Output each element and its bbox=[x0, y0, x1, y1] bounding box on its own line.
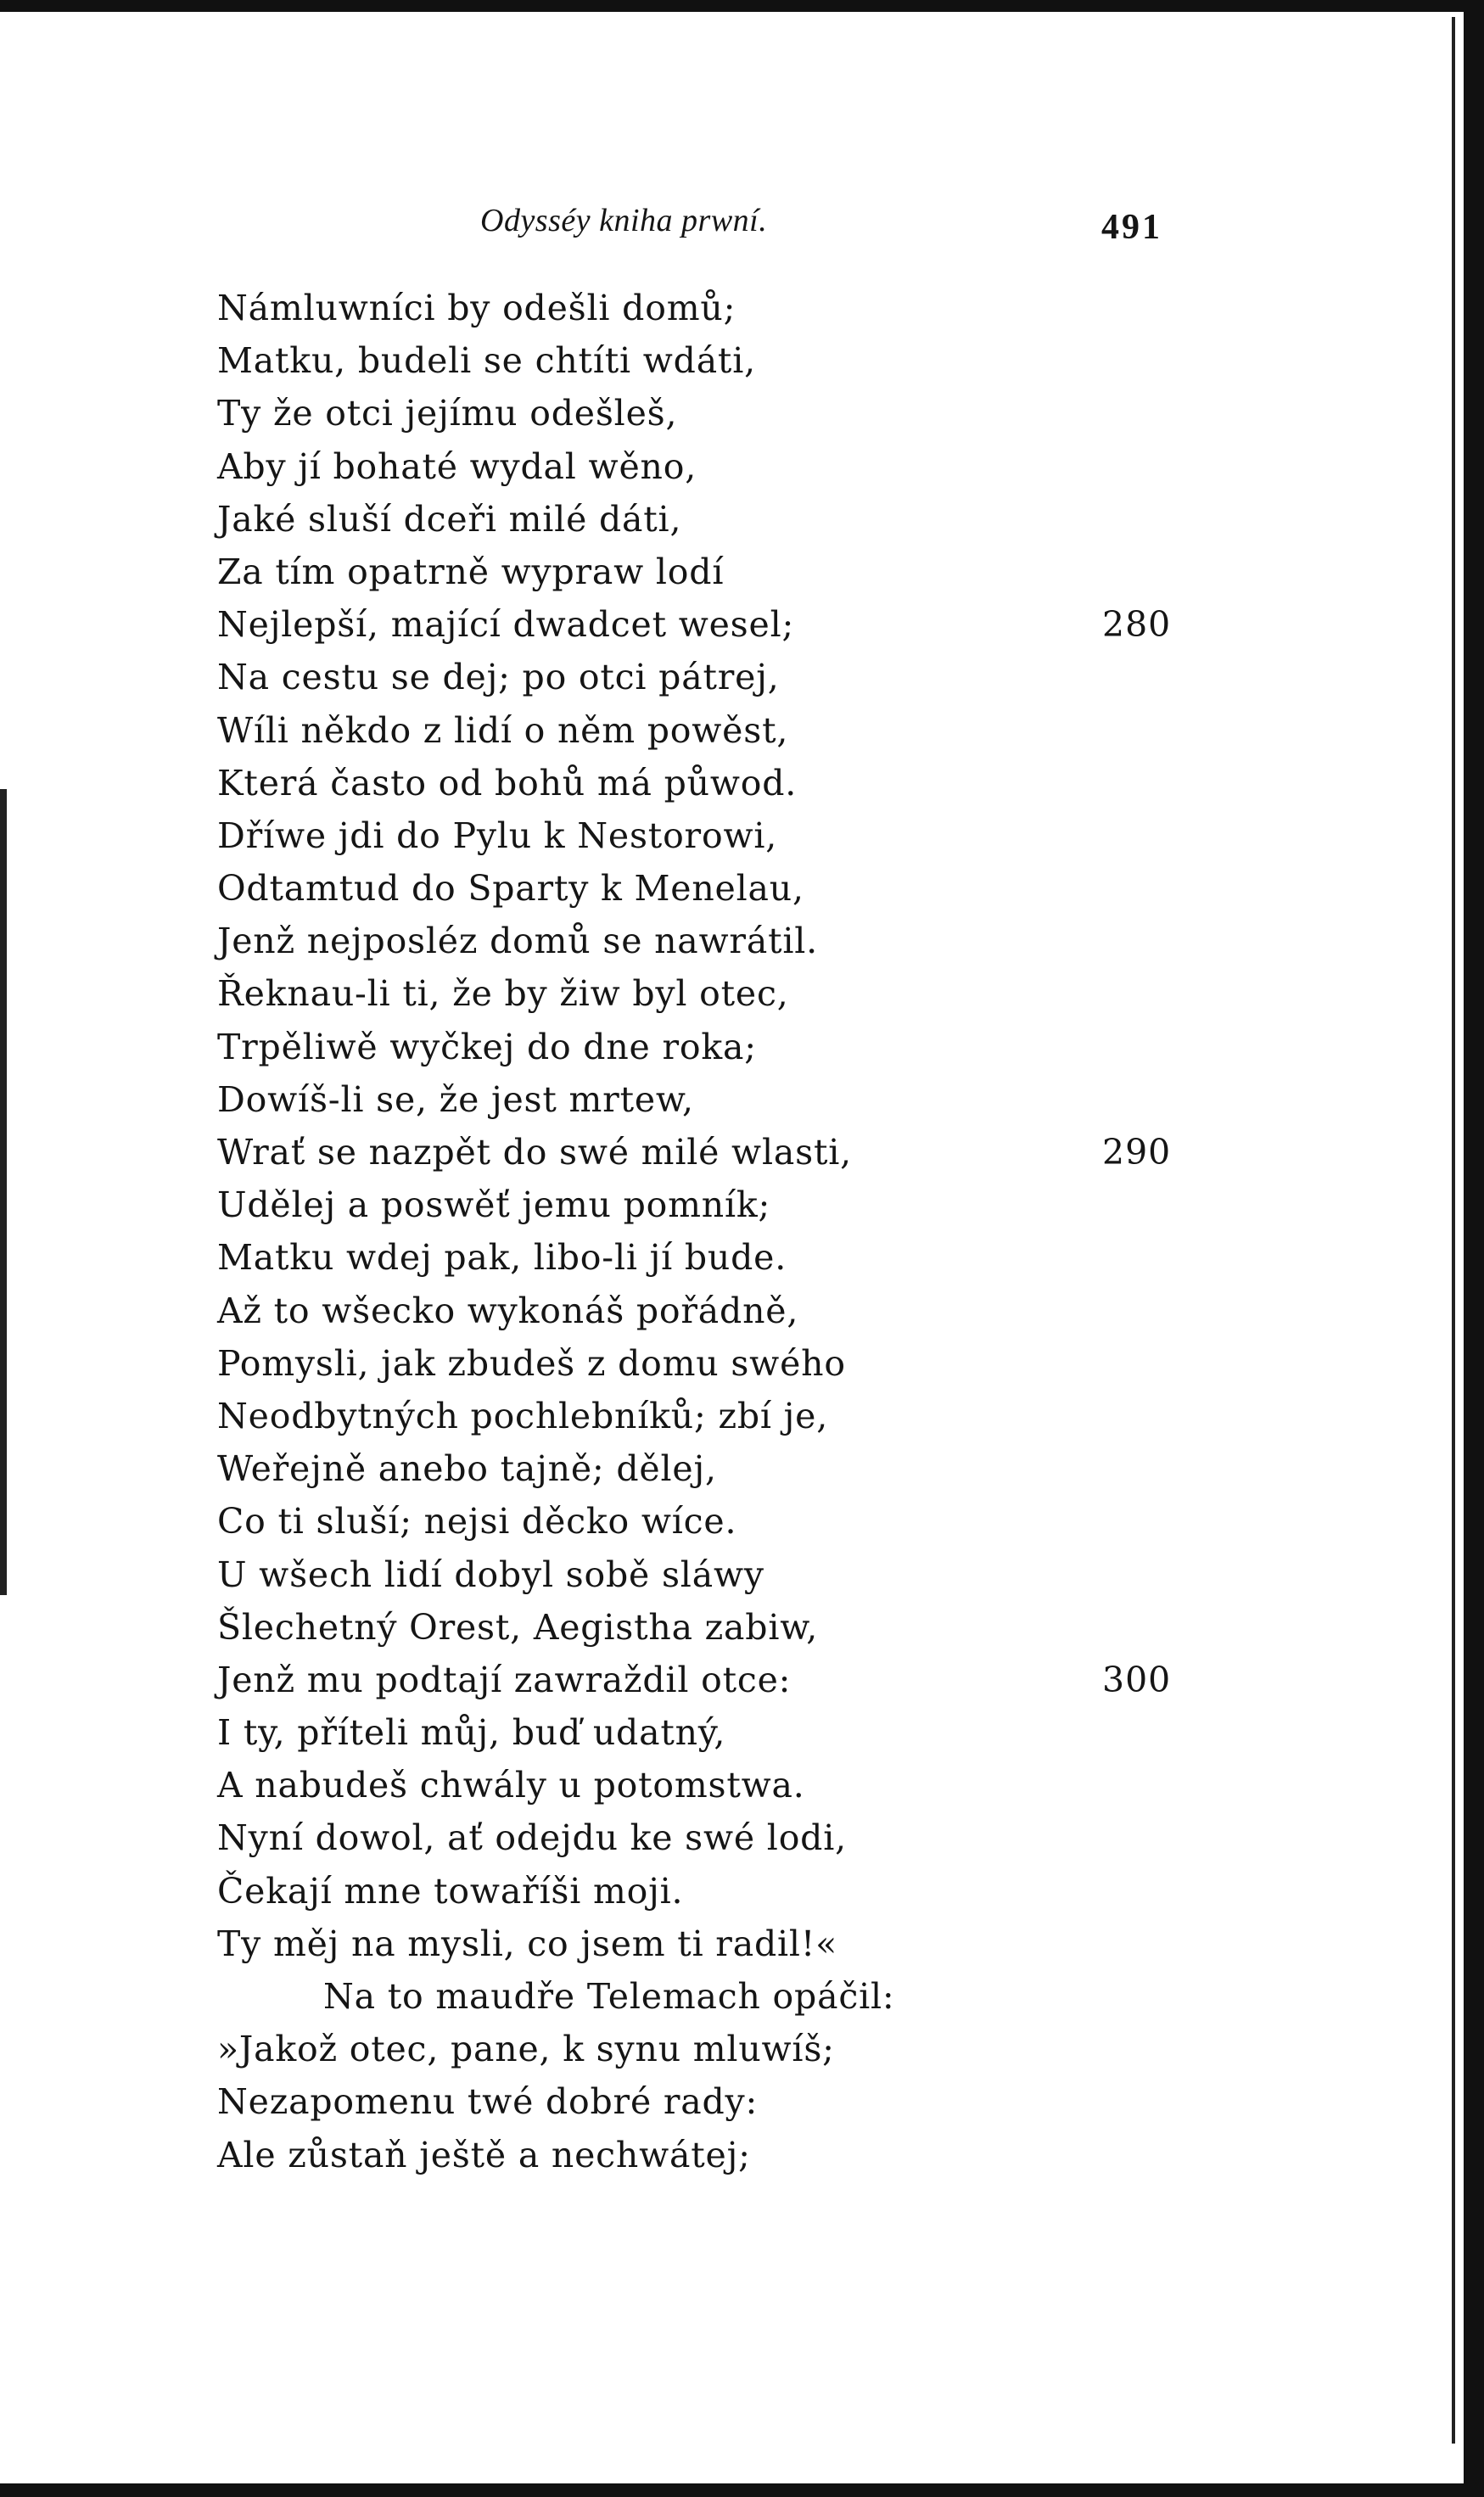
verse-line bbox=[217, 1495, 1184, 1548]
scan-edge-top bbox=[0, 0, 1484, 12]
scan-edge-left bbox=[0, 789, 7, 1595]
verse-text: Udělej a poswěť jemu pomník; bbox=[217, 1184, 771, 1226]
verse-line bbox=[217, 1285, 1184, 1337]
verse-text: Wrať se nazpět do swé milé wlasti, bbox=[217, 1132, 852, 1173]
verse-text: »Jakož otec, pane, k synu mluwíš; bbox=[217, 2029, 835, 2070]
scan-edge-bottom bbox=[0, 2483, 1484, 2497]
verse-block bbox=[217, 282, 1184, 2181]
verse-text: Weřejně anebo tajně; dělej, bbox=[217, 1448, 717, 1490]
verse-text: Ale zůstaň ještě a nechwátej; bbox=[217, 2134, 751, 2175]
verse-text: Řeknau-li ti, že by žiw byl otec, bbox=[217, 973, 789, 1015]
verse-text: Odtamtud do Sparty k Menelau, bbox=[217, 868, 804, 910]
verse-line bbox=[217, 1759, 1184, 1811]
verse-line bbox=[217, 387, 1184, 439]
verse-line bbox=[217, 1126, 1184, 1179]
verse-line bbox=[217, 1811, 1184, 1864]
verse-text: Pomysli, jak zbudeš z domu swého bbox=[217, 1342, 846, 1384]
verse-text: Čekají mne towaříši moji. bbox=[217, 1870, 684, 1912]
verse-line bbox=[217, 493, 1184, 546]
line-number: 290 bbox=[1102, 1132, 1172, 1173]
verse-line bbox=[217, 598, 1184, 651]
verse-line bbox=[217, 1970, 1184, 2023]
verse-line bbox=[217, 651, 1184, 703]
verse-text: Námluwníci by odešli domů; bbox=[217, 288, 736, 328]
verse-line bbox=[217, 282, 1184, 334]
verse-text: Která často od bohů má půwod. bbox=[217, 762, 798, 803]
verse-text: Až to wšecko wykonáš pořádně, bbox=[217, 1290, 799, 1331]
verse-text: A nabudeš chwály u potomstwa. bbox=[217, 1765, 805, 1806]
verse-line bbox=[217, 2023, 1184, 2075]
line-number: 300 bbox=[1102, 1659, 1172, 1700]
running-title: Odysséy kniha prwní. bbox=[480, 203, 768, 238]
verse-text: Na to maudře Telemach opáčil: bbox=[323, 1976, 895, 2017]
verse-text: Jenž mu podtají zawraždil otce: bbox=[217, 1659, 792, 1700]
verse-text: Jaké sluší dceři milé dáti, bbox=[217, 498, 682, 540]
verse-line bbox=[217, 546, 1184, 598]
verse-line bbox=[217, 1231, 1184, 1284]
verse-text: I ty, příteli můj, buď udatný, bbox=[217, 1712, 726, 1754]
verse-line bbox=[217, 1390, 1184, 1442]
verse-line bbox=[217, 1654, 1184, 1706]
verse-line bbox=[217, 1601, 1184, 1654]
verse-line bbox=[217, 1918, 1184, 1970]
verse-line bbox=[217, 915, 1184, 967]
verse-line bbox=[217, 2075, 1184, 2128]
verse-line bbox=[217, 1179, 1184, 1231]
verse-text: Co ti sluší; nejsi děcko wíce. bbox=[217, 1501, 737, 1542]
verse-text: Matku, budeli se chtíti wdáti, bbox=[217, 340, 756, 382]
verse-text: Trpěliwě wyčkej do dne roka; bbox=[217, 1026, 757, 1067]
verse-text: Wíli někdo z lidí o něm powěst, bbox=[217, 709, 789, 751]
verse-text: Matku wdej pak, libo-li jí bude. bbox=[217, 1237, 787, 1279]
verse-line bbox=[217, 1021, 1184, 1073]
verse-text: Ty měj na mysli, co jsem ti radil!« bbox=[217, 1923, 837, 1964]
verse-line bbox=[217, 1442, 1184, 1495]
verse-line bbox=[217, 1548, 1184, 1601]
verse-line bbox=[217, 704, 1184, 757]
page-number: 491 bbox=[1101, 208, 1162, 247]
verse-line bbox=[217, 967, 1184, 1020]
line-number: 280 bbox=[1102, 604, 1172, 646]
verse-text: Aby jí bohaté wydal wěno, bbox=[217, 445, 697, 487]
verse-line bbox=[217, 1706, 1184, 1759]
verse-text: Nejlepší, mající dwadcet wesel; bbox=[217, 604, 795, 646]
verse-text: Šlechetný Orest, Aegistha zabiw, bbox=[217, 1606, 819, 1648]
verse-text: Za tím opatrně wypraw lodí bbox=[217, 551, 725, 592]
verse-text: Nezapomenu twé dobré rady: bbox=[217, 2081, 759, 2123]
verse-line bbox=[217, 334, 1184, 387]
verse-line bbox=[217, 440, 1184, 493]
page-header bbox=[217, 197, 1184, 248]
scan-edge-right bbox=[1464, 0, 1484, 2497]
verse-text: Nyní dowol, ať odejdu ke swé lodi, bbox=[217, 1817, 847, 1859]
scan-edge-right-inner bbox=[1452, 17, 1455, 2444]
verse-text: Dříwe jdi do Pylu k Nestorowi, bbox=[217, 815, 778, 856]
verse-text: Jenž nejposléz domů se nawrátil. bbox=[217, 921, 819, 962]
verse-line bbox=[217, 1865, 1184, 1918]
verse-text: Ty že otci jejímu odešleš, bbox=[217, 393, 678, 434]
verse-text: Dowíš-li se, že jest mrtew, bbox=[217, 1078, 694, 1120]
verse-line bbox=[217, 862, 1184, 915]
verse-line bbox=[217, 809, 1184, 862]
verse-line bbox=[217, 2129, 1184, 2181]
verse-text: Na cestu se dej; po otci pátrej, bbox=[217, 657, 780, 698]
verse-text: Neodbytných pochlebníků; zbí je, bbox=[217, 1395, 829, 1436]
verse-line bbox=[217, 1073, 1184, 1126]
verse-line bbox=[217, 757, 1184, 809]
verse-line bbox=[217, 1337, 1184, 1390]
verse-text: U wšech lidí dobyl sobě sláwy bbox=[217, 1554, 764, 1595]
